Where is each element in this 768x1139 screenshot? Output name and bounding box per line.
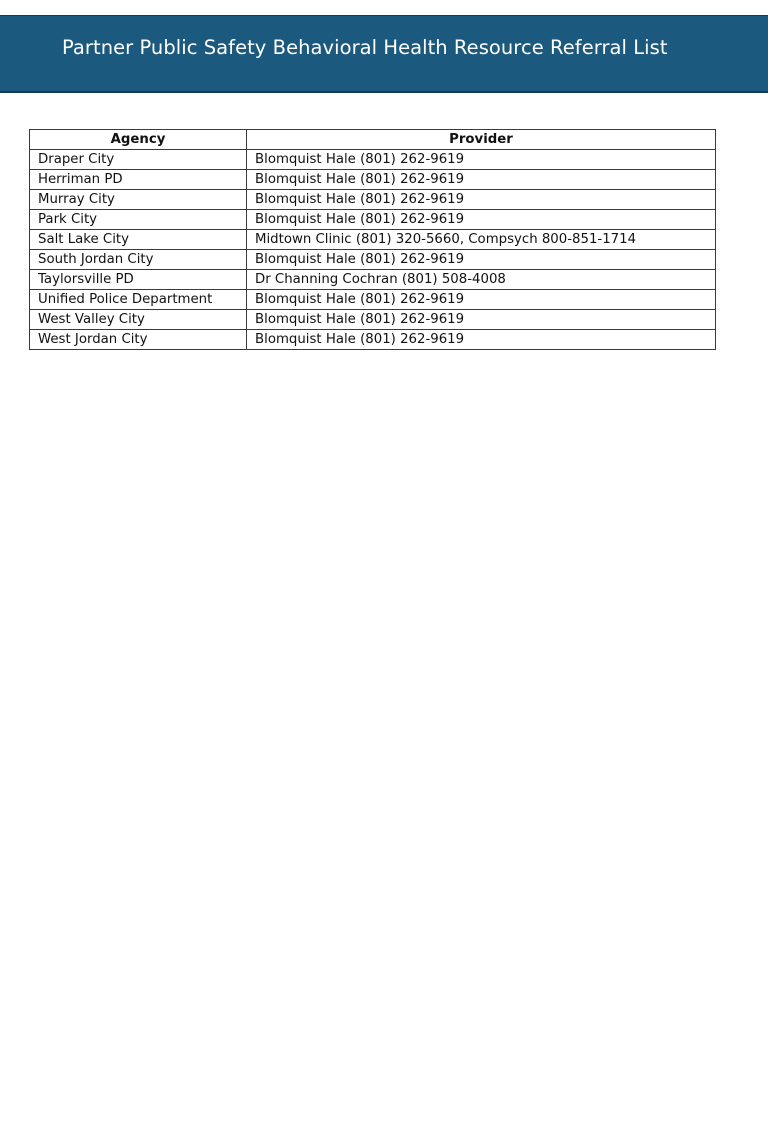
agency-cell: Taylorsville PD [30, 270, 247, 290]
table-header-row [30, 130, 716, 150]
table-row [30, 250, 716, 270]
provider-cell: Blomquist Hale (801) 262-9619 [247, 150, 716, 170]
agency-cell: West Valley City [30, 310, 247, 330]
provider-cell: Blomquist Hale (801) 262-9619 [247, 190, 716, 210]
agency-cell: Murray City [30, 190, 247, 210]
table-row [30, 230, 716, 250]
referral-table [29, 129, 716, 350]
table-row [30, 210, 716, 230]
table-row [30, 330, 716, 350]
provider-cell: Blomquist Hale (801) 262-9619 [247, 170, 716, 190]
table-row [30, 270, 716, 290]
agency-cell: West Jordan City [30, 330, 247, 350]
header-banner [0, 15, 768, 93]
provider-cell: Blomquist Hale (801) 262-9619 [247, 290, 716, 310]
agency-cell: South Jordan City [30, 250, 247, 270]
table-row [30, 290, 716, 310]
table-row [30, 170, 716, 190]
provider-cell: Blomquist Hale (801) 262-9619 [247, 250, 716, 270]
agency-cell: Draper City [30, 150, 247, 170]
column-header-provider: Provider [247, 130, 716, 150]
agency-cell: Herriman PD [30, 170, 247, 190]
page-title: Partner Public Safety Behavioral Health Resource Referral List [62, 36, 668, 59]
table-row [30, 190, 716, 210]
provider-cell: Blomquist Hale (801) 262-9619 [247, 210, 716, 230]
table-row [30, 150, 716, 170]
table-row [30, 310, 716, 330]
provider-cell: Blomquist Hale (801) 262-9619 [247, 330, 716, 350]
provider-cell: Dr Channing Cochran (801) 508-4008 [247, 270, 716, 290]
column-header-agency: Agency [30, 130, 247, 150]
agency-cell: Park City [30, 210, 247, 230]
agency-cell: Unified Police Department [30, 290, 247, 310]
provider-cell: Blomquist Hale (801) 262-9619 [247, 310, 716, 330]
agency-cell: Salt Lake City [30, 230, 247, 250]
provider-cell: Midtown Clinic (801) 320-5660, Compsych 800-851-1714 [247, 230, 716, 250]
